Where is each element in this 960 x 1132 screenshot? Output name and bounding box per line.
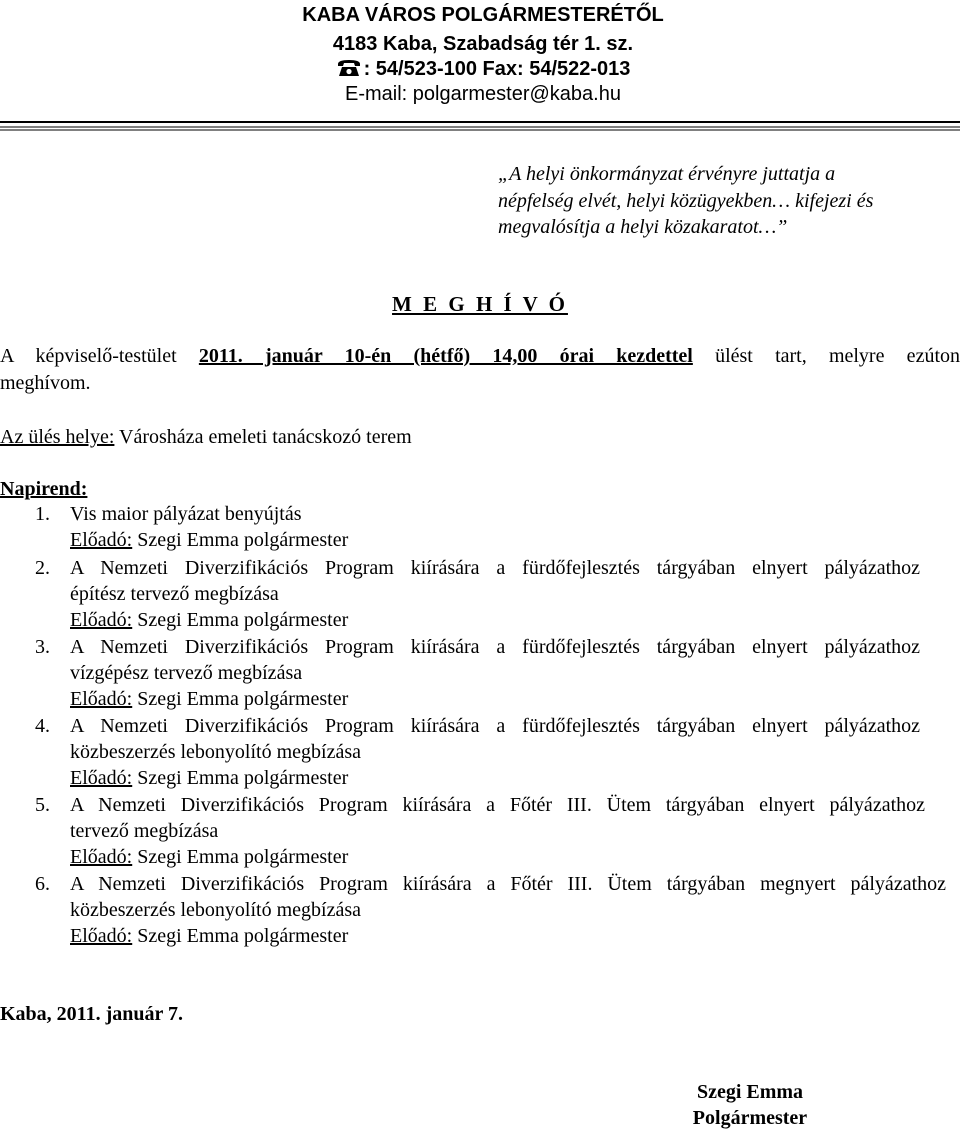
venue-line (0, 424, 412, 450)
agenda-item-text: A Nemzeti Diverzifikációs Program kiírására a fürdőfejlesztés tárgyában elnyert pályázathoz (70, 557, 920, 579)
presenter-label: Előadó: (70, 688, 133, 710)
signatory-name: Szegi Emma (696, 1081, 804, 1103)
agenda-item-number: 2. (35, 557, 50, 579)
agenda-item-presenter (70, 844, 348, 870)
document-title: M E G H Í V Ó (392, 292, 568, 316)
presenter-name: Szegi Emma polgármester (132, 846, 349, 868)
agenda-item-number: 3. (35, 636, 50, 658)
agenda-item-text-cont: vízgépész tervező megbízása (70, 662, 303, 684)
presenter-label: Előadó: (70, 529, 133, 551)
presenter-label: Előadó: (70, 925, 133, 947)
letterhead-office: KABA VÁROS POLGÁRMESTERÉTŐL (302, 4, 664, 26)
letterhead-divider (0, 119, 960, 133)
agenda-label: Napirend: (0, 478, 88, 500)
place-date: Kaba, 2011. január 7. (0, 1003, 183, 1025)
letterhead-address: 4183 Kaba, Szabadság tér 1. sz. (332, 33, 634, 55)
presenter-label: Előadó: (70, 609, 133, 631)
agenda-item-text: A Nemzeti Diverzifikációs Program kiírására a Főtér III. Ütem tárgyában elnyert pályázathoz (70, 794, 925, 816)
agenda-item-number: 4. (35, 715, 50, 737)
agenda-item-text: A Nemzeti Diverzifikációs Program kiírására a Főtér III. Ütem tárgyában megnyert pályázathoz (70, 873, 946, 895)
agenda-item-text-cont: építész tervező megbízása (70, 583, 279, 605)
telephone-icon (336, 58, 362, 78)
intro-text-1: A képviselő-testület (0, 345, 177, 367)
venue-value: Városháza emeleti tanácskozó terem (114, 426, 412, 448)
motto-line-2: népfelség elvét, helyi közügyekben… kifejezi és (498, 190, 874, 212)
phone-fax-text: : 54/523-100 Fax: 54/522-013 (363, 58, 631, 80)
agenda-item-text: A Nemzeti Diverzifikációs Program kiírására a fürdőfejlesztés tárgyában elnyert pályázathoz (70, 636, 920, 658)
agenda-item-number: 1. (35, 503, 50, 525)
motto-line-1: „A helyi önkormányzat érvényre juttatja a (498, 163, 836, 185)
signatory-title: Polgármester (692, 1107, 808, 1129)
presenter-name: Szegi Emma polgármester (132, 767, 349, 789)
motto-line-3: megvalósítja a helyi közakaratot…” (498, 216, 788, 238)
agenda-item-number: 6. (35, 873, 50, 895)
agenda-item-presenter (70, 765, 348, 791)
intro-line-2: meghívom. (0, 372, 91, 394)
presenter-label: Előadó: (70, 846, 133, 868)
presenter-name: Szegi Emma polgármester (132, 529, 349, 551)
agenda-item-text-cont: tervező megbízása (70, 820, 219, 842)
agenda-item-text: Vis maior pályázat benyújtás (70, 503, 302, 525)
agenda-item-number: 5. (35, 794, 50, 816)
intro-text-2: ülést tart, melyre ezúton (715, 345, 960, 367)
letterhead-phone-fax (0, 56, 960, 82)
agenda-item-presenter (70, 923, 348, 949)
agenda-item-presenter (70, 527, 348, 553)
presenter-name: Szegi Emma polgármester (132, 925, 349, 947)
letterhead-email: E-mail: polgarmester@kaba.hu (345, 83, 621, 105)
agenda-item-text-cont: közbeszerzés lebonyolító megbízása (70, 741, 361, 763)
agenda-item-text: A Nemzeti Diverzifikációs Program kiírására a fürdőfejlesztés tárgyában elnyert pályázathoz (70, 715, 920, 737)
meeting-date: 2011. január 10-én (hétfő) 14,00 órai kezdettel (198, 345, 693, 367)
presenter-name: Szegi Emma polgármester (132, 688, 349, 710)
presenter-name: Szegi Emma polgármester (132, 609, 349, 631)
presenter-label: Előadó: (70, 767, 133, 789)
agenda-item-presenter (70, 607, 348, 633)
agenda-item-presenter (70, 686, 348, 712)
intro-line-1 (0, 343, 960, 369)
venue-label: Az ülés helye: (0, 426, 115, 448)
agenda-item-text-cont: közbeszerzés lebonyolító megbízása (70, 899, 361, 921)
